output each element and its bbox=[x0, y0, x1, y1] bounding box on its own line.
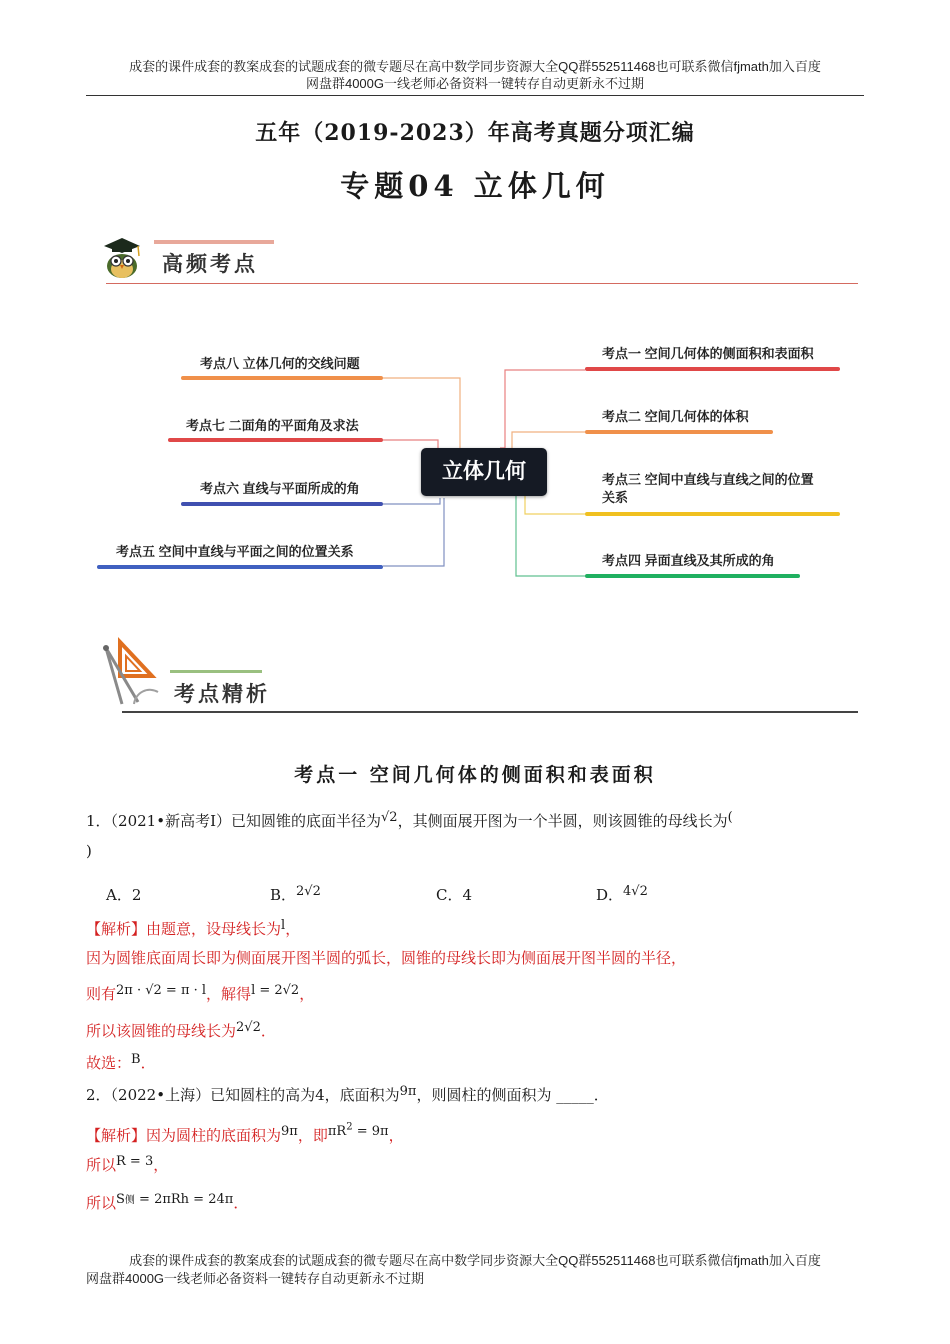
q1-solution-3b: ，解得 bbox=[206, 985, 252, 1003]
q2-answer-blank: _____ bbox=[556, 1086, 594, 1104]
q1-solution-choice: B bbox=[131, 1052, 141, 1067]
q1-stem-part-b: ，其侧面展开图为一个半圆，则该圆锥的母线长为 bbox=[397, 812, 728, 830]
q2-solution-3a: 所以 bbox=[86, 1194, 117, 1212]
section1-underline bbox=[106, 283, 858, 284]
q1-solution-1a: 由题意，设母线长为 bbox=[146, 920, 282, 938]
section2-label: 考点精析 bbox=[174, 681, 270, 706]
q2-solution-eq1-right: = 9π bbox=[352, 1124, 389, 1140]
q2-stem-part-a: 已知圆柱的高为4，底面积为 bbox=[210, 1086, 400, 1104]
q1-solution-3a: 则有 bbox=[86, 985, 117, 1003]
q1-solution-line-1 bbox=[86, 918, 300, 942]
q1-solution-5b: ． bbox=[140, 1054, 156, 1072]
geometry-tools-icon bbox=[100, 636, 160, 708]
mindmap-node-topic-7: 考点七 二面角的平面角及求法 bbox=[186, 418, 359, 433]
q1-option-d bbox=[596, 884, 648, 908]
q1-solution-l-math: l bbox=[281, 918, 286, 933]
q1-number: 1． bbox=[86, 812, 111, 830]
q1-source: （2021•新高考Ⅰ） bbox=[110, 812, 231, 830]
mindmap-node-topic-6: 考点六 直线与平面所成的角 bbox=[200, 481, 360, 496]
mindmap-bar-topic-5 bbox=[97, 565, 383, 569]
q1-radius-math: √2 bbox=[381, 810, 398, 825]
q1-option-c: C．4 bbox=[436, 886, 473, 904]
q1-solution-line-5 bbox=[86, 1052, 156, 1076]
q1-solution-line-2: 因为圆锥底面周长即为侧面展开图半圆的弧长，圆锥的母线长即为侧面展开图半圆的半径， bbox=[86, 949, 687, 967]
q2-stem bbox=[86, 1084, 866, 1108]
section2-accent-bar bbox=[170, 670, 262, 673]
q2-solution-line-1 bbox=[86, 1122, 404, 1148]
q1-solution-3c: ， bbox=[299, 985, 315, 1003]
q2-solution-2a: 所以 bbox=[86, 1156, 117, 1174]
q1-solution-line-3 bbox=[86, 983, 314, 1007]
sub-title: 专题04 立体几何 bbox=[340, 169, 610, 203]
mindmap-node-topic-3-line2: 关系 bbox=[602, 490, 629, 505]
q2-solution-r-math: R = 3 bbox=[116, 1154, 154, 1169]
q2-solution-s-symbol: S bbox=[116, 1192, 125, 1207]
header-divider bbox=[86, 95, 864, 96]
q1-option-b bbox=[270, 884, 321, 908]
q1-option-b-math: 2√2 bbox=[296, 884, 321, 899]
q2-solution-s-math bbox=[116, 1192, 233, 1207]
q2-solution-1a: 因为圆柱的底面积为 bbox=[146, 1126, 282, 1145]
q2-stem-part-b: ，则圆柱的侧面积为 bbox=[416, 1086, 552, 1104]
header-line-1: 成套的课件成套的教案成套的试题成套的微专题尽在高中数学同步资源大全QQ群552511468也可联系微信fjmath加入百度 bbox=[129, 59, 821, 74]
mindmap-node-topic-3: 考点三 空间中直线与直线之间的位置 bbox=[602, 472, 814, 487]
owl-mascot-icon bbox=[100, 234, 144, 280]
mindmap-node-topic-4: 考点四 异面直线及其所成的角 bbox=[602, 553, 775, 568]
q2-stem-end: ． bbox=[593, 1086, 609, 1104]
mindmap-bar-topic-4 bbox=[585, 574, 800, 578]
q2-number: 2． bbox=[86, 1086, 111, 1104]
mindmap-bar-topic-1 bbox=[585, 367, 840, 371]
q1-solution-1b: ， bbox=[285, 920, 301, 938]
header-line-2: 网盘群4000G一线老师必备资料一键转存自动更新永不过期 bbox=[305, 76, 645, 91]
q1-solution-eq2: l = 2√2 bbox=[251, 983, 300, 998]
mindmap-node-topic-5: 考点五 空间中直线与平面之间的位置关系 bbox=[116, 544, 354, 559]
q2-solution-1c: ， bbox=[388, 1126, 404, 1145]
q1-solution-answer-math: 2√2 bbox=[236, 1020, 261, 1035]
q1-solution-line-4 bbox=[86, 1020, 276, 1044]
q1-solution-4b: ． bbox=[260, 1022, 276, 1040]
q2-solution-tag: 【解析】 bbox=[86, 1126, 147, 1145]
q1-stem bbox=[86, 810, 866, 834]
q1-option-b-label: B． bbox=[270, 886, 297, 904]
q2-solution-area-math: 9π bbox=[281, 1124, 298, 1140]
section1-label: 高频考点 bbox=[162, 251, 258, 276]
q2-solution-3b: ． bbox=[233, 1194, 249, 1212]
q1-option-d-math: 4√2 bbox=[623, 884, 648, 899]
q1-paren-open: ( bbox=[727, 810, 733, 825]
q2-area-math: 9π bbox=[399, 1084, 417, 1099]
mindmap-bar-topic-6 bbox=[181, 502, 383, 506]
mindmap-node-topic-2: 考点二 空间几何体的体积 bbox=[602, 409, 749, 424]
mindmap-bar-topic-7 bbox=[168, 438, 383, 442]
q1-solution-5a: 故选： bbox=[86, 1054, 132, 1072]
q1-solution-tag: 【解析】 bbox=[86, 920, 147, 938]
mindmap-node-topic-8: 考点八 立体几何的交线问题 bbox=[200, 356, 360, 371]
mindmap-bar-topic-8 bbox=[181, 376, 383, 380]
topic-1-title: 考点一 空间几何体的侧面积和表面积 bbox=[294, 764, 656, 786]
section1-accent-bar bbox=[154, 240, 274, 244]
q2-source: （2022•上海） bbox=[110, 1086, 211, 1104]
section2-underline bbox=[122, 711, 858, 713]
q2-solution-s-rest: = 2πRh = 24π bbox=[134, 1192, 234, 1207]
footer-line-2: 网盘群4000G一线老师必备资料一键转存自动更新永不过期 bbox=[86, 1271, 425, 1286]
q2-solution-line-3 bbox=[86, 1192, 248, 1217]
q2-solution-s-subscript: 侧 bbox=[124, 1195, 135, 1206]
mindmap-bar-topic-3 bbox=[585, 512, 840, 516]
q2-solution-1b: ，即 bbox=[297, 1126, 328, 1145]
q2-solution-eq1-exp: 2 bbox=[346, 1122, 353, 1133]
q1-solution-4a: 所以该圆锥的母线长为 bbox=[86, 1022, 237, 1040]
footer-line-1: 成套的课件成套的教案成套的试题成套的微专题尽在高中数学同步资源大全QQ群552511468也可联系微信fjmath加入百度 bbox=[129, 1253, 821, 1268]
q2-solution-eq1-left: πR bbox=[327, 1124, 347, 1140]
q1-option-a: A．2 bbox=[106, 886, 142, 904]
q1-option-d-label: D． bbox=[596, 886, 624, 904]
q1-paren-close: ) bbox=[86, 842, 92, 860]
mindmap-center-node: 立体几何 bbox=[421, 448, 547, 496]
mindmap-bar-topic-2 bbox=[585, 430, 773, 434]
main-title: 五年（2019-2023）年高考真题分项汇编 bbox=[255, 120, 695, 146]
q1-stem-part-a: 已知圆锥的底面半径为 bbox=[231, 812, 382, 830]
q2-solution-line-2 bbox=[86, 1154, 168, 1178]
q1-solution-eq1: 2π · √2 = π · l bbox=[116, 983, 207, 998]
q2-solution-2b: ， bbox=[153, 1156, 169, 1174]
mindmap-node-topic-1: 考点一 空间几何体的侧面积和表面积 bbox=[602, 346, 814, 361]
q2-solution-eq1 bbox=[328, 1124, 389, 1139]
